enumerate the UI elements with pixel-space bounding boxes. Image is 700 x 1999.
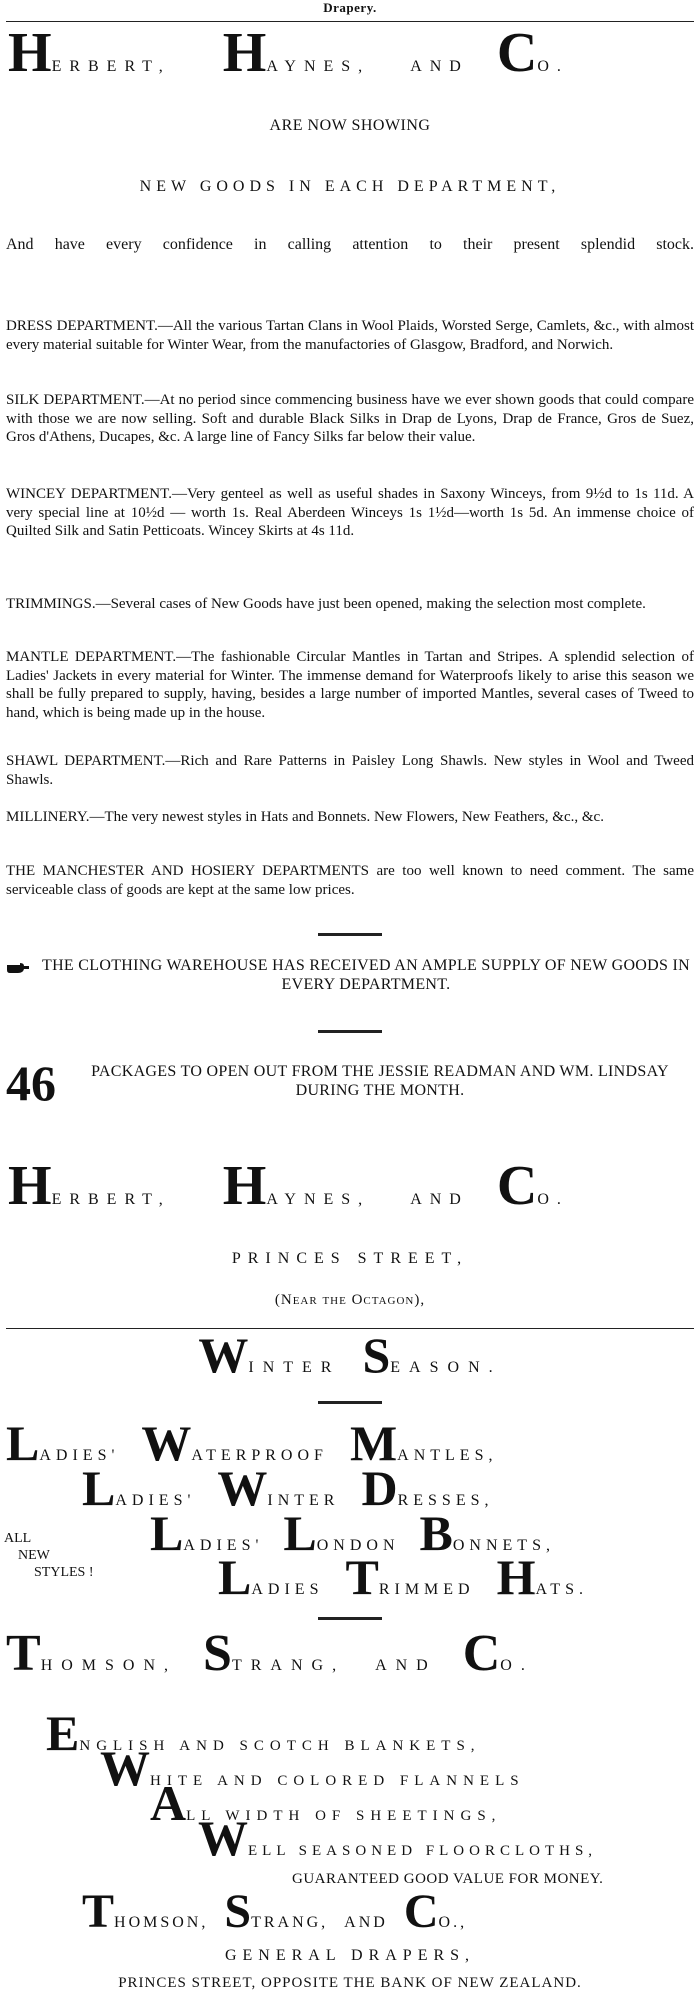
ladies-mantles-line: LADIES' WATERPROOF MANTLES, <box>6 1415 498 1471</box>
ladies-hats-line: LADIES TRIMMED HATS. <box>218 1549 588 1605</box>
packages-number: 46 <box>6 1055 56 1111</box>
street-line: PRINCES STREET, <box>231 1250 469 1267</box>
manchester-department: THE MANCHESTER AND HOSIERY DEPARTMENTS are too well known to need comment. The same serviceable class of goods are kept at the same low prices. <box>6 863 694 898</box>
separator-1 <box>318 933 382 936</box>
header-rule <box>6 21 694 22</box>
millinery-department: MILLINERY.—The very newest styles in Hats and Bonnets. New Flowers, New Feathers, &c., &c. <box>6 809 604 825</box>
separator-4 <box>318 1617 382 1620</box>
ad1-title: HERBERT, HAYNES, AND CO. <box>8 22 569 84</box>
clothing-notice: THE CLOTHING WAREHOUSE HAS RECEIVED AN AMPLE SUPPLY OF NEW GOODS IN EVERY DEPARTMENT. <box>42 957 690 993</box>
all-new-styles-note: ALL NEW STYLES ! <box>4 1531 94 1580</box>
near-octagon: (Near the Octagon), <box>274 1292 426 1308</box>
winter-season-heading: WINTER SEASON. <box>198 1327 502 1383</box>
pointing-hand-icon <box>6 960 30 981</box>
now-showing: ARE NOW SHOWING <box>269 117 431 134</box>
ad1-footer-title: HERBERT, HAYNES, AND CO. <box>8 1155 569 1217</box>
mantle-department: MANTLE DEPARTMENT.—The fashionable Circular Mantles in Tartan and Stripes. A splendid selection of Ladies' Jackets in every material for Winter. The immense demand for Waterproofs likely to arise this season we shall be fully prepared to supply, having, besides a large number of imported Mantles, several cases of Tweed to hand, which is being made up in the house. <box>6 649 695 721</box>
wincey-department: WINCEY DEPARTMENT.—Very genteel as well as useful shades in Saxony Winceys, from 9½d to 1s 11d. A very special line at 10½d — worth 1s. Real Aberdeen Winceys 1s 1½d—worth 1s 5d. An immense choice of Quilted Silk and Satin Petticoats. Wincey Skirts at 4s 11d. <box>6 486 695 539</box>
address-line: PRINCES STREET, OPPOSITE THE BANK OF NEW ZEALAND. <box>118 1975 582 1991</box>
thomson-footer-title: THOMSON, STRANG, AND CO., <box>82 1885 468 1938</box>
dress-department: DRESS DEPARTMENT.—All the various Tartan Clans in Wool Plaids, Worsted Serge, Camlets, &c., with almost every material suitable for Winter Wear, from the manufactories of Glasgow, Bradford, and Norwich. <box>6 318 694 353</box>
ad-divider <box>6 1328 694 1329</box>
general-drapers: GENERAL DRAPERS, <box>224 1947 476 1964</box>
flannels-line: WHITE AND COLORED FLANNELS <box>100 1740 525 1796</box>
trimmings-department: TRIMMINGS.—Several cases of New Goods have just been opened, making the selection most complete. <box>6 596 646 612</box>
sheetings-line: ALL WIDTH OF SHEETINGS, <box>150 1775 502 1831</box>
blankets-line: ENGLISH AND SCOTCH BLANKETS, <box>46 1705 481 1761</box>
shawl-department: SHAWL DEPARTMENT.—Rich and Rare Patterns in Paisley Long Shawls. New styles in Wool and Tweed Shawls. <box>6 753 694 788</box>
ladies-bonnets-line: LADIES' LONDON BONNETS, <box>150 1505 555 1561</box>
silk-department: SILK DEPARTMENT.—At no period since commencing business have we ever shown goods that could compare with those we are now selling. Soft and durable Black Silks in Drap de Lyons, Drap de France, Gros de Suez, Gros d'Athens, Ducapes, &c. A large line of Fancy Silks far below their value. <box>6 392 694 445</box>
confidence-line: And have every confidence in calling attention to their present splendid stock. <box>6 236 694 253</box>
separator-2 <box>318 1030 382 1033</box>
guarantee-line: GUARANTEED GOOD VALUE FOR MONEY. <box>292 1871 604 1887</box>
packages-text: PACKAGES TO OPEN OUT FROM THE JESSIE READMAN AND WM. LINDSAY DURING THE MONTH. <box>91 1063 669 1099</box>
page-header: Drapery. <box>323 0 377 15</box>
separator-3 <box>318 1401 382 1404</box>
thomson-title: THOMSON, STRANG, AND CO. <box>6 1625 534 1682</box>
ladies-dresses-line: LADIES' WINTER DRESSES, <box>82 1460 494 1516</box>
floorcloths-line: WELL SEASONED FLOORCLOTHS, <box>198 1810 598 1866</box>
new-goods-line: NEW GOODS IN EACH DEPARTMENT, <box>139 178 561 195</box>
